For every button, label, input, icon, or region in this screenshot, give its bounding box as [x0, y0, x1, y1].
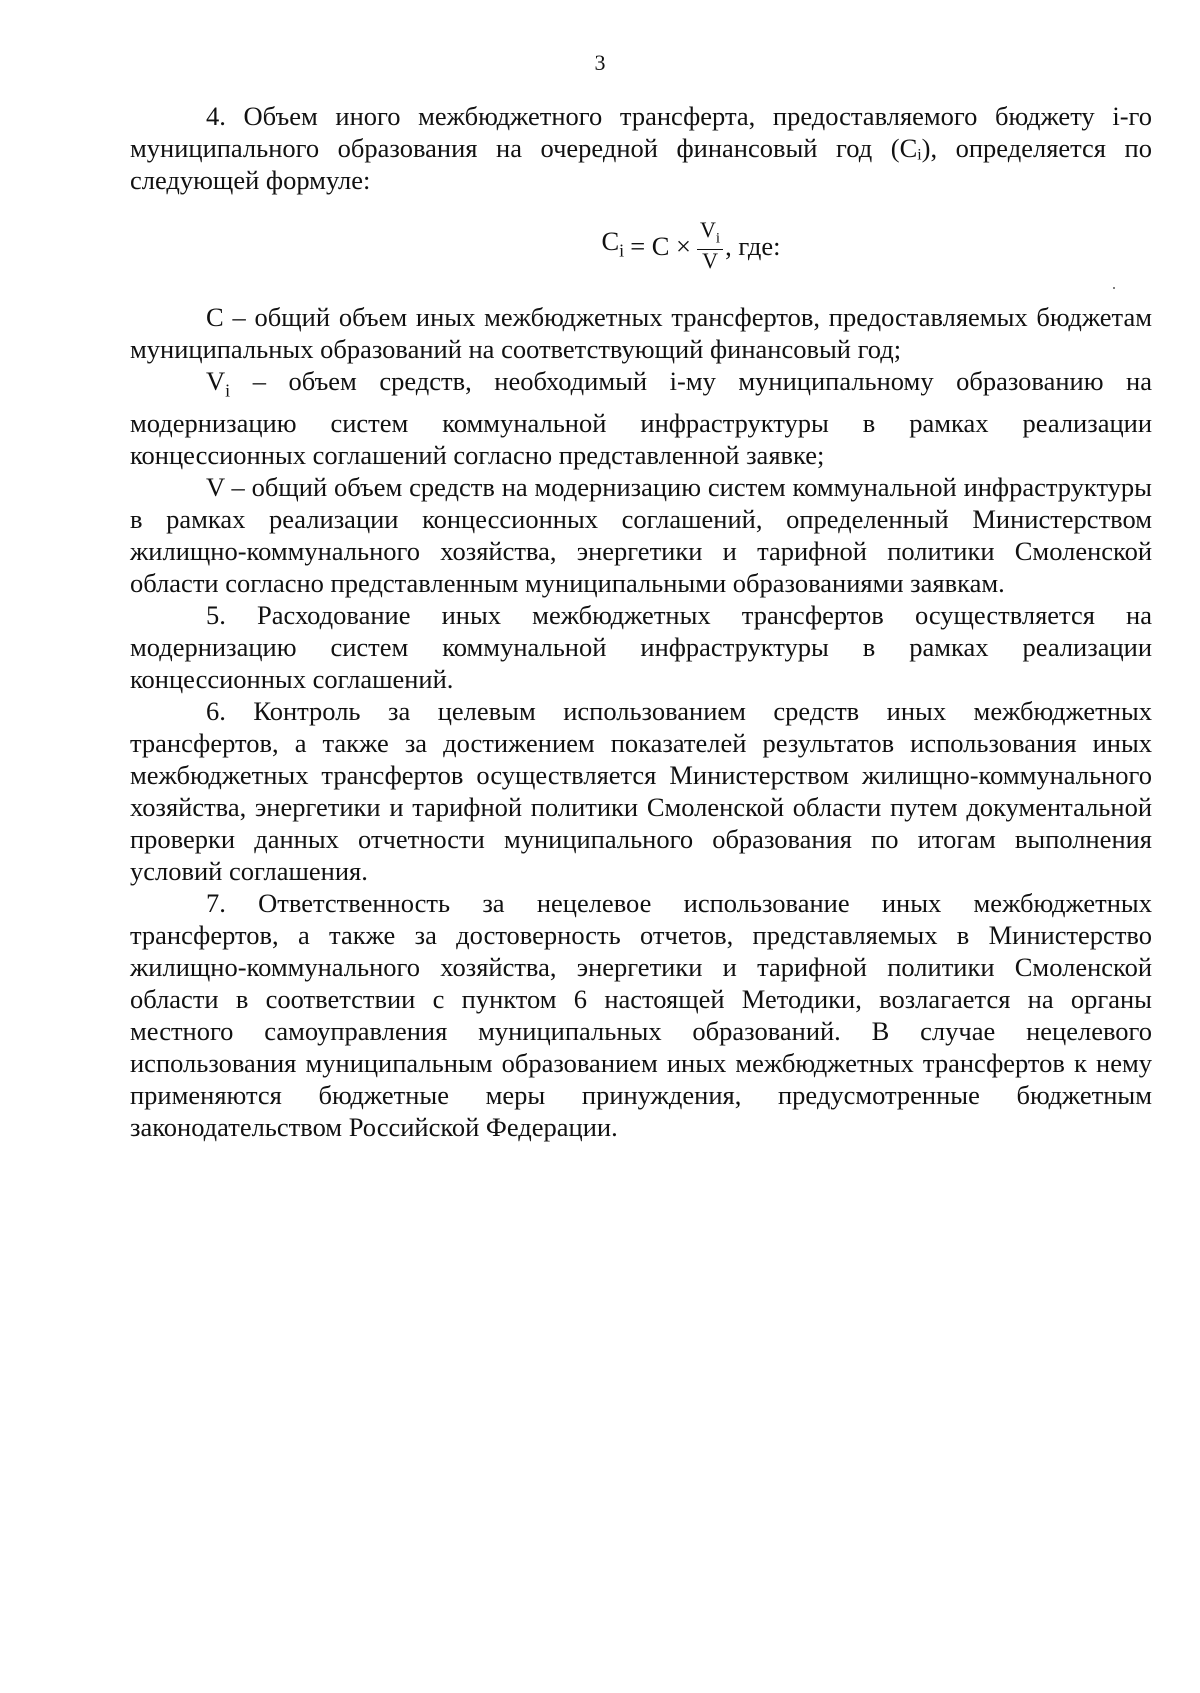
paragraph-7: 7. Ответственность за нецелевое использование иных межбюджетных трансфертов, а также за достоверность отчетов, представляемых в Министерство жилищно-коммунального хозяйства, энергетики и тарифной политики Смоленской области в соответствии с пунктом 6 настоящей Методики, возлагается на органы местного самоуправления муниципальных образований. В случае нецелевого использования муниципальным образованием иных межбюджетных трансфертов к нему применяются бюджетные меры принуждения, предусмотренные бюджетным законодательством Российской Федерации.: [130, 887, 1152, 1142]
definition-c: C – общий объем иных межбюджетных трансфертов, предоставляемых бюджетам муниципальных образований на соответствующий финансовый год;: [130, 302, 1152, 365]
formula: [230, 217, 1152, 274]
paragraph-4: 4. Объем иного межбюджетного трансферта, предоставляемого бюджету i-го муниципального образования на очередной финансовый год (Cᵢ), определяется по следующей формуле:: [130, 101, 1152, 195]
formula-suffix: , где:: [725, 230, 781, 261]
scan-speck: [1113, 287, 1115, 289]
formula-lhs: $C_i$: [601, 226, 625, 261]
fraction-denominator: V: [702, 248, 718, 274]
document-body: [130, 100, 1152, 1143]
formula-fraction: [697, 217, 723, 274]
formula-middle: = C ×: [630, 230, 692, 261]
page-number: 3: [594, 50, 606, 75]
definition-v: V – общий объем средств на модернизацию систем коммунальной инфраструктуры в рамках реализации концессионных соглашений, определенный Министерством жилищно-коммунального хозяйства, энергетики и тарифной политики Смоленской области согласно представленным муниципальными образованиями заявкам.: [130, 471, 1152, 598]
fraction-numerator: $V_i$: [697, 220, 723, 250]
paragraph-5: 5. Расходование иных межбюджетных трансфертов осуществляется на модернизацию систем коммунальной инфраструктуры в рамках реализации концессионных соглашений.: [130, 599, 1152, 694]
paragraph-6: 6. Контроль за целевым использованием средств иных межбюджетных трансфертов, а также за достижением показателей результатов использования иных межбюджетных трансфертов осуществляется Министерством жилищно-коммунального хозяйства, энергетики и тарифной политики Смоленской области путем документальной проверки данных отчетности муниципального образования по итогам выполнения условий соглашения.: [130, 695, 1152, 886]
definition-vi: $V_i$ – объем средств, необходимый i-му муниципальному образованию на модернизацию систем коммунальной инфраструктуры в рамках реализации концессионных соглашений согласно представленной заявке;: [130, 366, 1152, 470]
